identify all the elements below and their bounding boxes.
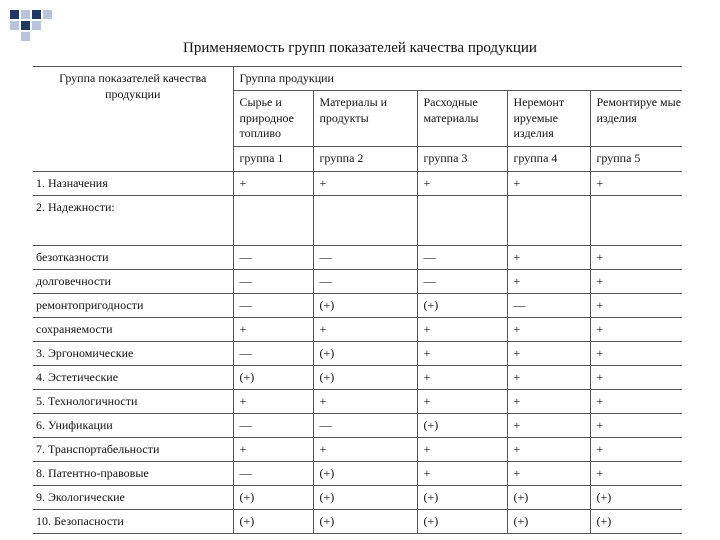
cell-group-1: + — [233, 172, 313, 196]
cell-group-2: + — [313, 390, 417, 414]
cell-group-4: — — [507, 294, 590, 318]
cell-group-2: — — [313, 246, 417, 270]
cell-group-2: (+) — [313, 366, 417, 390]
cell-group-1: — — [233, 294, 313, 318]
decor-square-4 — [43, 10, 52, 19]
cell-group-3: — — [417, 270, 507, 294]
cell-group-4 — [507, 196, 590, 246]
header-category-4: Неремонт ируемые изделия — [507, 91, 590, 147]
header-category-5: Ремонтируе мые изделия — [590, 91, 682, 147]
cell-group-3: + — [417, 172, 507, 196]
cell-group-1: + — [233, 390, 313, 414]
cell-group-5: + — [590, 172, 682, 196]
cell-group-5 — [590, 196, 682, 246]
cell-group-1 — [233, 196, 313, 246]
cell-group-4: (+) — [507, 486, 590, 510]
header-group-2: группа 2 — [313, 147, 417, 172]
header-group-1: группа 1 — [233, 147, 313, 172]
table-row — [33, 414, 682, 438]
row-label: 7. Транспортабельности — [33, 438, 233, 462]
cell-group-5: + — [590, 414, 682, 438]
table-row — [33, 270, 682, 294]
decor-square-7 — [10, 21, 19, 30]
table-row — [33, 172, 682, 196]
cell-group-5: + — [590, 246, 682, 270]
header-product-group: Группа продукции — [233, 67, 682, 91]
cell-group-4: + — [507, 390, 590, 414]
cell-group-1: — — [233, 342, 313, 366]
row-label: 2. Надежности: — [33, 196, 233, 246]
table-row — [33, 366, 682, 390]
header-category-2: Материалы и продукты — [313, 91, 417, 147]
row-label: сохраняемости — [33, 318, 233, 342]
table-row — [33, 342, 682, 366]
cell-group-4: (+) — [507, 510, 590, 534]
cell-group-1: — — [233, 270, 313, 294]
cell-group-3: — — [417, 246, 507, 270]
row-label: долговечности — [33, 270, 233, 294]
cell-group-5: + — [590, 270, 682, 294]
row-label: 4. Эстетические — [33, 366, 233, 390]
header-group-3: группа 3 — [417, 147, 507, 172]
cell-group-5: + — [590, 462, 682, 486]
header-group-4: группа 4 — [507, 147, 590, 172]
cell-group-3: (+) — [417, 510, 507, 534]
row-label: безотказности — [33, 246, 233, 270]
cell-group-5: + — [590, 318, 682, 342]
row-label: 10. Безопасности — [33, 510, 233, 534]
cell-group-5: + — [590, 438, 682, 462]
table-row — [33, 246, 682, 270]
row-label: 9. Экологические — [33, 486, 233, 510]
cell-group-1: + — [233, 318, 313, 342]
cell-group-2: (+) — [313, 462, 417, 486]
decor-square-5 — [21, 21, 30, 30]
row-label: ремонтопригодности — [33, 294, 233, 318]
cell-group-4: + — [507, 342, 590, 366]
cell-group-2: (+) — [313, 342, 417, 366]
cell-group-3: (+) — [417, 486, 507, 510]
cell-group-4: + — [507, 172, 590, 196]
decor-square-2 — [21, 10, 30, 19]
cell-group-2: (+) — [313, 486, 417, 510]
cell-group-2: — — [313, 270, 417, 294]
cell-group-5: (+) — [590, 486, 682, 510]
cell-group-5: + — [590, 390, 682, 414]
cell-group-3: + — [417, 390, 507, 414]
cell-group-4: + — [507, 414, 590, 438]
table-row — [33, 390, 682, 414]
table-row — [33, 294, 682, 318]
cell-group-1: — — [233, 414, 313, 438]
cell-group-5: (+) — [590, 510, 682, 534]
cell-group-1: — — [233, 462, 313, 486]
cell-group-3 — [417, 196, 507, 246]
page-title: Применяемость групп показателей качества продукции — [183, 40, 537, 56]
header-category-1: Сырье и природное топливо — [233, 91, 313, 147]
cell-group-2: (+) — [313, 294, 417, 318]
cell-group-4: + — [507, 438, 590, 462]
cell-group-5: + — [590, 294, 682, 318]
table-row — [33, 486, 682, 510]
cell-group-2: + — [313, 318, 417, 342]
table-row — [33, 462, 682, 486]
cell-group-4: + — [507, 270, 590, 294]
cell-group-1: (+) — [233, 366, 313, 390]
table-row — [33, 196, 682, 246]
cell-group-1: + — [233, 438, 313, 462]
header-group-label: Группа показателей качества продукции — [33, 67, 233, 172]
row-label: 8. Патентно-правовые — [33, 462, 233, 486]
cell-group-2: + — [313, 172, 417, 196]
quality-table — [33, 66, 682, 534]
cell-group-2 — [313, 196, 417, 246]
row-label: 6. Унификации — [33, 414, 233, 438]
row-label: 1. Назначения — [33, 172, 233, 196]
cell-group-2: — — [313, 414, 417, 438]
decor-square-1 — [10, 10, 19, 19]
cell-group-3: + — [417, 438, 507, 462]
cell-group-1: — — [233, 246, 313, 270]
table-row — [33, 510, 682, 534]
cell-group-4: + — [507, 246, 590, 270]
cell-group-3: + — [417, 462, 507, 486]
header-category-3: Расходные материалы — [417, 91, 507, 147]
row-label: 5. Технологичности — [33, 390, 233, 414]
row-label: 3. Эргономические — [33, 342, 233, 366]
cell-group-2: (+) — [313, 510, 417, 534]
header-group-5: группа 5 — [590, 147, 682, 172]
cell-group-3: + — [417, 342, 507, 366]
cell-group-3: + — [417, 366, 507, 390]
cell-group-1: (+) — [233, 510, 313, 534]
cell-group-5: + — [590, 342, 682, 366]
cell-group-4: + — [507, 462, 590, 486]
cell-group-5: + — [590, 366, 682, 390]
table-row — [33, 318, 682, 342]
decor-square-6 — [32, 21, 41, 30]
cell-group-4: + — [507, 366, 590, 390]
decor-square-3 — [32, 10, 41, 19]
cell-group-1: (+) — [233, 486, 313, 510]
cell-group-4: + — [507, 318, 590, 342]
cell-group-3: (+) — [417, 414, 507, 438]
cell-group-3: + — [417, 318, 507, 342]
table-row — [33, 438, 682, 462]
cell-group-2: + — [313, 438, 417, 462]
cell-group-3: (+) — [417, 294, 507, 318]
